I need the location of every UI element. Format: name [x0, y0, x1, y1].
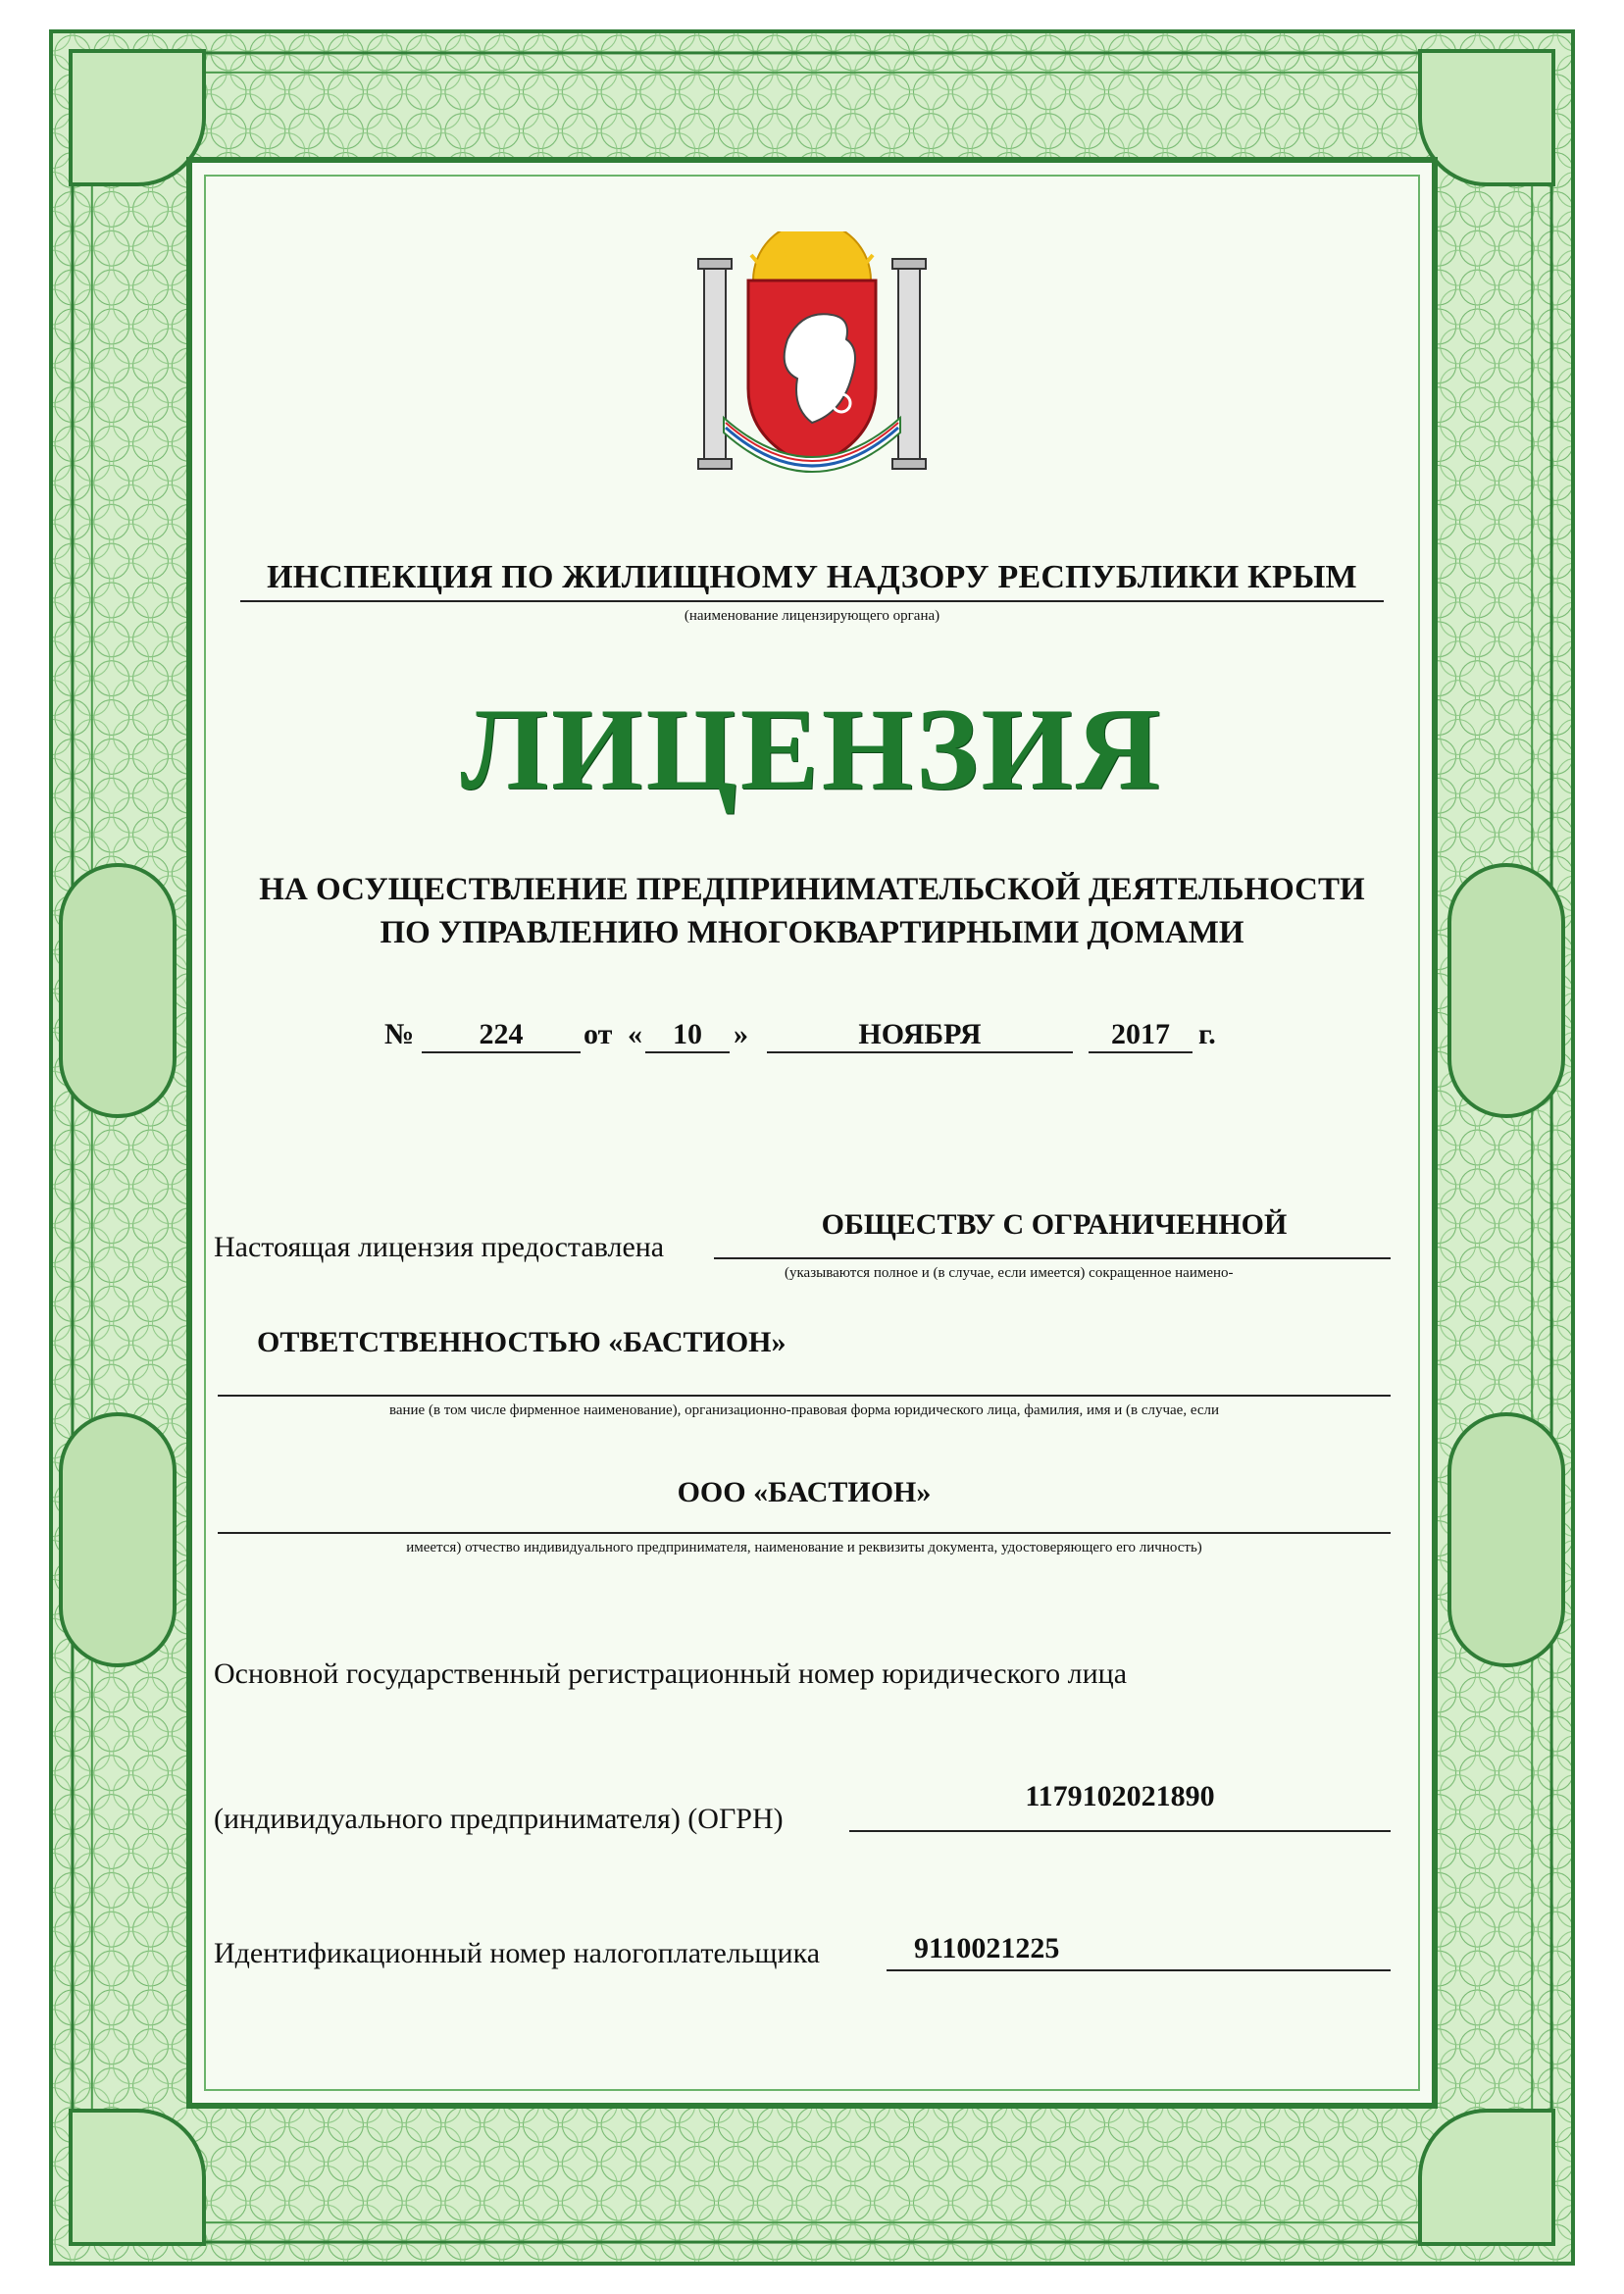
- grantee-short-name: ООО «БАСТИОН»: [677, 1476, 932, 1508]
- year-suffix: г.: [1198, 1018, 1216, 1050]
- grantee-underline-3: [218, 1532, 1391, 1534]
- grantee-label: Настоящая лицензия предоставлена: [214, 1231, 665, 1263]
- date-quote-close: »: [734, 1018, 748, 1050]
- inn-value: 9110021225: [914, 1932, 1060, 1964]
- ogrn-label-line1: Основной государственный регистрационный номер юридического лица: [214, 1657, 1128, 1690]
- ogrn-underline: [849, 1830, 1391, 1832]
- license-day: 10: [645, 1018, 730, 1053]
- grantee-note-2: вание (в том числе фирменное наименование), организационно-правовая форма юридического лица, фамилия, имя и (в случае, если: [388, 1402, 1220, 1418]
- license-activity-line2: ПО УПРАВЛЕНИЮ МНОГОКВАРТИРНЫМИ ДОМАМИ: [380, 915, 1244, 950]
- license-year: 2017: [1089, 1018, 1193, 1053]
- license-number-label: №: [384, 1018, 415, 1050]
- grantee-name-line1: ОБЩЕСТВУ С ОГРАНИЧЕННОЙ: [821, 1208, 1288, 1241]
- inn-label: Идентификационный номер налогоплательщика: [214, 1937, 821, 1969]
- authority-underline: [240, 600, 1384, 602]
- grantee-name-line2: ОТВЕТСТВЕННОСТЬЮ «БАСТИОН»: [257, 1326, 787, 1358]
- crimea-coat-of-arms-icon: [694, 231, 930, 486]
- document-title: ЛИЦЕНЗИЯ: [460, 684, 1164, 814]
- licensing-authority-name: ИНСПЕКЦИЯ ПО ЖИЛИЩНОМУ НАДЗОРУ РЕСПУБЛИКИ КРЫМ: [267, 559, 1357, 595]
- license-month: НОЯБРЯ: [767, 1018, 1073, 1053]
- ogrn-value: 1179102021890: [1025, 1780, 1215, 1812]
- ogrn-label-line2: (индивидуального предпринимателя) (ОГРН): [214, 1803, 784, 1835]
- grantee-note-1: (указываются полное и (в случае, если имеется) сокращенное наимено-: [785, 1265, 1234, 1281]
- grantee-underline-2: [218, 1395, 1391, 1397]
- date-quote-open: «: [628, 1018, 642, 1050]
- grantee-note-3: имеется) отчество индивидуального предпринимателя, наименование и реквизиты документа, удостоверяющего его личность): [406, 1540, 1202, 1555]
- date-from-label: от: [584, 1018, 613, 1050]
- grantee-underline-1: [714, 1257, 1391, 1259]
- licensing-authority-note: (наименование лицензирующего органа): [684, 608, 940, 624]
- license-activity: [196, 868, 1428, 954]
- license-activity-line1: НА ОСУЩЕСТВЛЕНИЕ ПРЕДПРИНИМАТЕЛЬСКОЙ ДЕЯТЕЛЬНОСТИ: [259, 872, 1365, 907]
- license-number: 224: [422, 1018, 581, 1053]
- inn-underline: [887, 1969, 1391, 1971]
